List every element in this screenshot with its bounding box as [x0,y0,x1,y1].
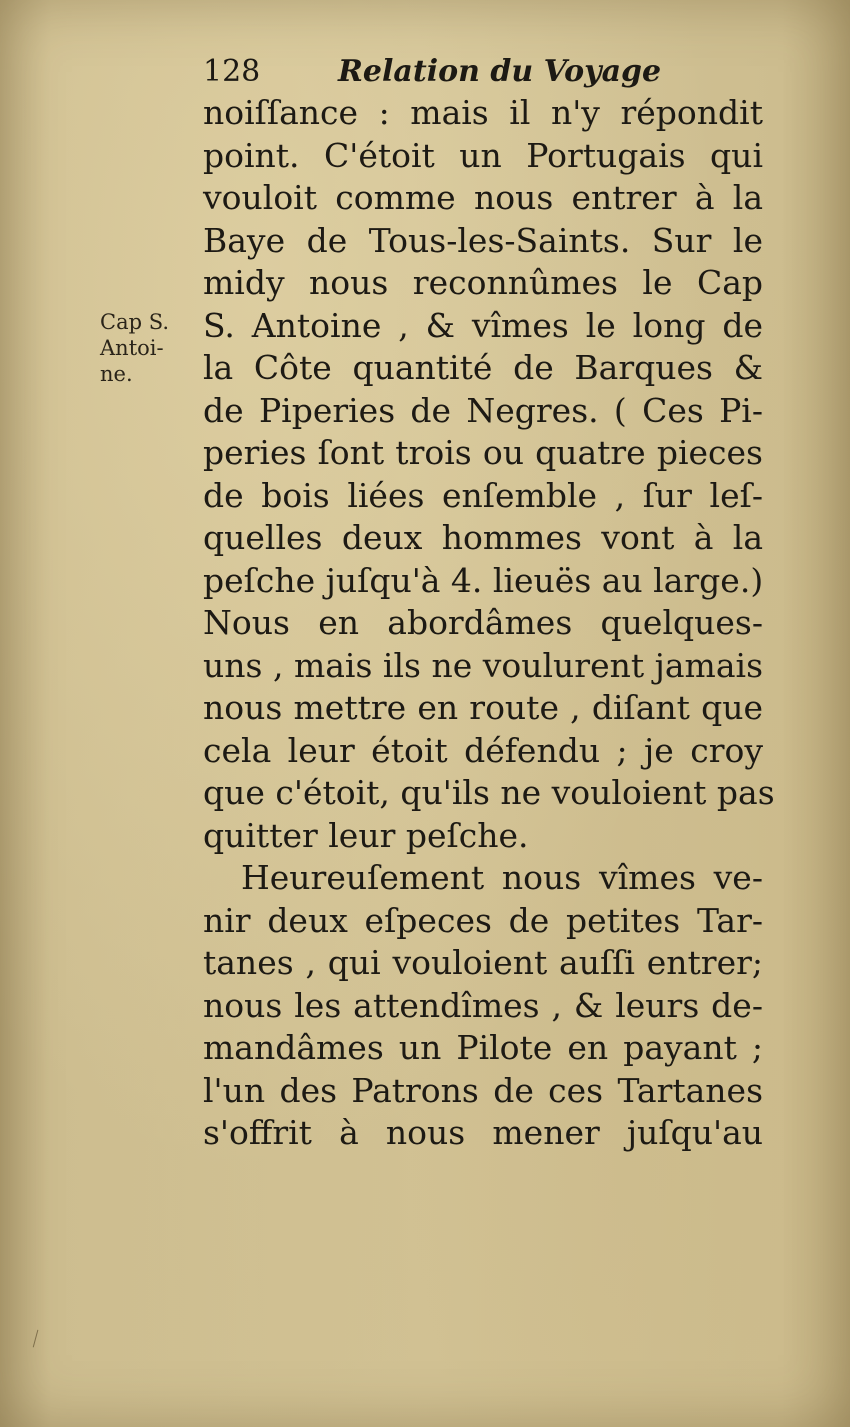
margin-note-line: ne. [100,362,133,386]
text-line: s'offrit à nous mener juſqu'au [203,1113,763,1152]
text-line: de bois liées enſemble , ſur leſ- [203,475,763,515]
paper-blemish [33,1330,42,1348]
text-line: Nous en abordâmes quelques- [203,603,763,642]
margin-note-line: Antoi- [100,336,164,360]
text-line: S. Antoine , & vîmes le long de [203,305,763,345]
text-line: nous les attendîmes , & leurs de- [203,985,763,1025]
margin-note-line: Cap S. [100,310,170,334]
text-line: peſche juſqu'à 4. lieuës au large.) [203,560,764,600]
text-line: midy nous reconnûmes le Cap [203,263,763,302]
margin-note [100,309,185,387]
text-line: nir deux eſpeces de petites Tar- [203,900,763,940]
text-line: point. C'étoit un Portugais qui [203,135,763,175]
text-line: quelles deux hommes vont à la [203,518,763,557]
text-line: Heureuſement nous vîmes ve- [241,858,763,897]
text-line: l'un des Patrons de ces Tartanes [203,1070,763,1110]
running-title: Relation du Voyage [338,54,662,89]
text-line: quitter leur peſche. [203,815,529,855]
text-line: tanes , qui vouloient auſſi entrer; [203,943,763,982]
text-line: cela leur étoit défendu ; je croy [203,730,763,770]
text-line: la Côte quantité de Barques & [203,348,763,387]
text-line: nous mettre en route , diſant que [203,688,763,727]
text-line: vouloit comme nous entrer à la [203,178,763,217]
text-line: uns , mais ils ne voulurent jamais [203,645,763,685]
text-line: de Piperies de Negres. ( Ces Pi- [203,390,763,430]
page-number: 128 [203,54,261,89]
text-line: Baye de Tous-les-Saints. Sur le [203,220,763,260]
text-line: noiſſance : mais il n'y répondit [203,93,763,132]
page-header [203,50,763,94]
text-line: mandâmes un Pilote en payant ; [203,1028,763,1067]
text-line: peries ſont trois ou quatre pieces [203,433,763,472]
body-text [203,92,775,1155]
text-line: que c'étoit, qu'ils ne vouloient pas [203,773,775,812]
